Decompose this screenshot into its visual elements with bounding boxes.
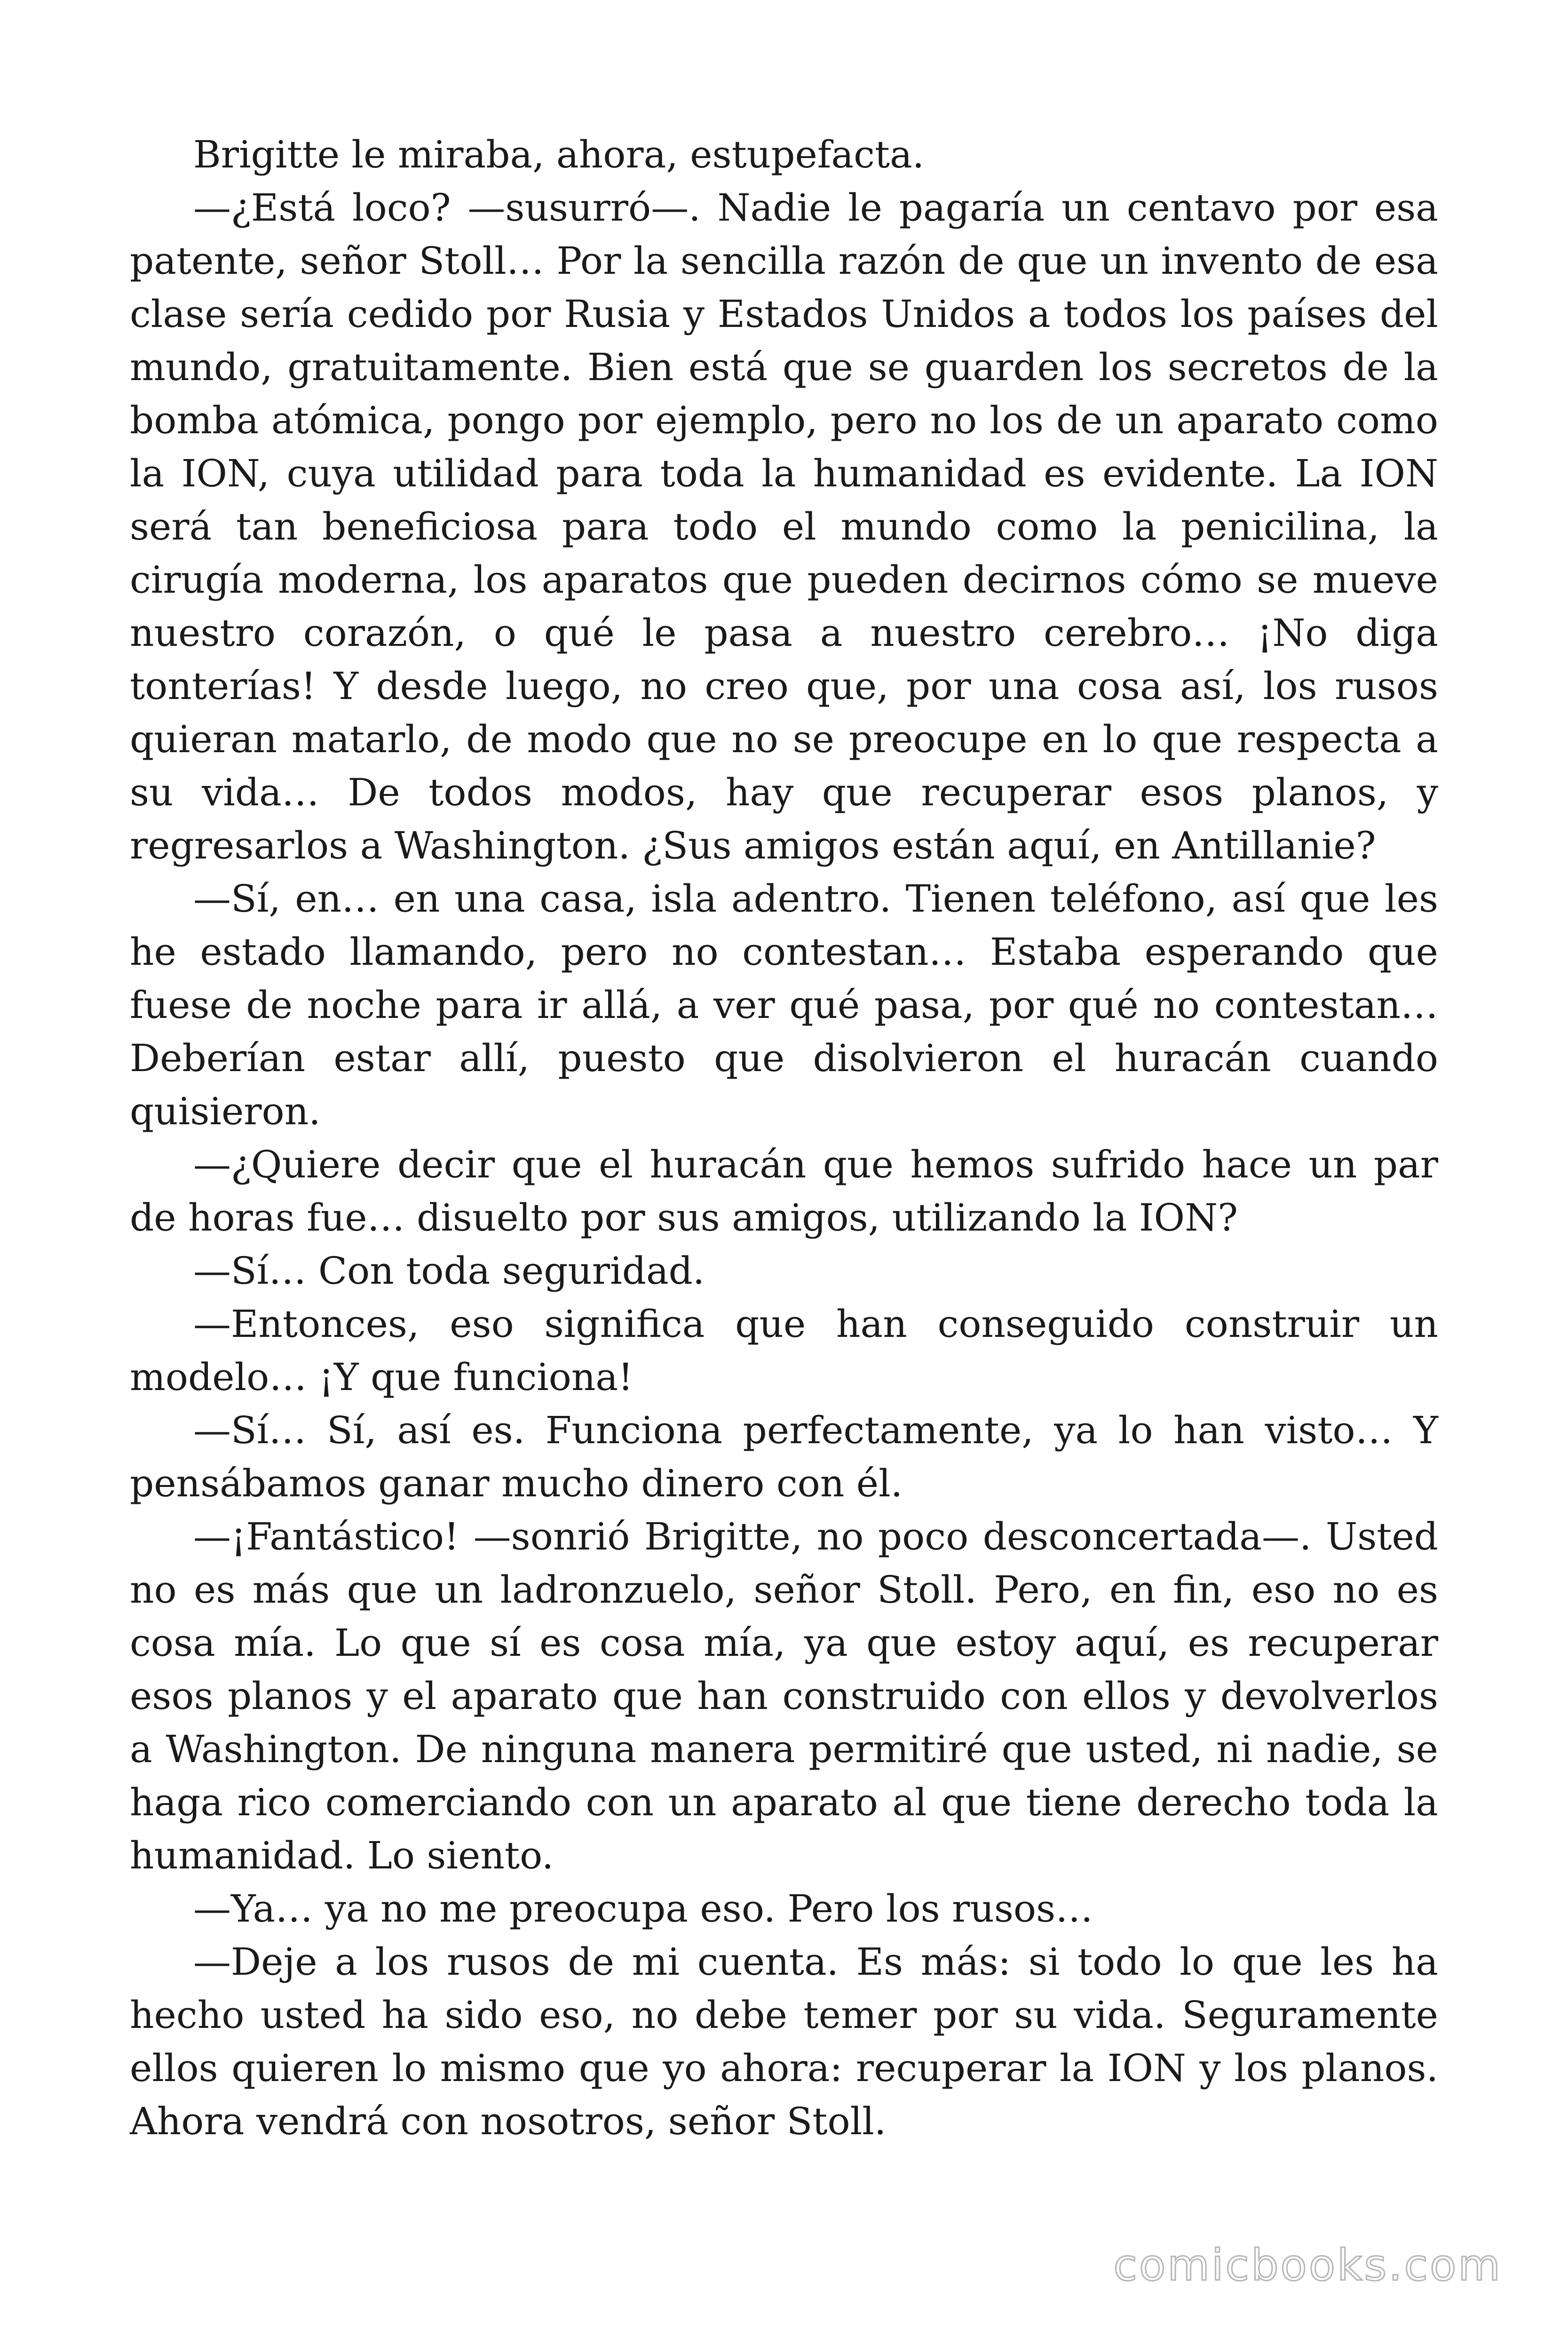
paragraph: Brigitte le miraba, ahora, estupefacta. bbox=[193, 133, 925, 176]
paragraph: —Ya… ya no me preocupa eso. Pero los rusos… bbox=[193, 1887, 1093, 1931]
paragraph: —Entonces, eso significa que han conseguido construir un modelo… ¡Y que funciona! bbox=[130, 1302, 1438, 1399]
paragraph: —Sí… Con toda seguridad. bbox=[193, 1249, 705, 1293]
paragraph: —Deje a los rusos de mi cuenta. Es más: si todo lo que les ha hecho usted ha sido eso, no debe temer por su vida. Seguramente ellos quieren lo mismo que yo ahora: recuperar la ION y los planos. Ahora vendrá con nosotros, señor Stoll. bbox=[130, 1940, 1438, 2143]
watermark: comicbooks.com bbox=[1113, 2240, 1502, 2290]
paragraph: —¿Está loco? —susurró—. Nadie le pagaría un centavo por esa patente, señor Stoll… Por la sencilla razón de que un invento de esa clase sería cedido por Rusia y Estados Unidos a todos los países del mundo, gratuitamente. Bien está que se guarden los secretos de la bomba atómica, pongo por ejemplo, pero no los de un aparato como la ION, cuya utilidad para toda la humanidad es evidente. La ION será tan beneficiosa para todo el mundo como la penicilina, la cirugía moderna, los aparatos que pueden decirnos cómo se mueve nuestro corazón, o qué le pasa a nuestro cerebro… ¡No diga tonterías! Y desde luego, no creo que, por una cosa así, los rusos quieran matarlo, de modo que no se preocupe en lo que respecta a su vida… De todos modos, hay que recuperar esos planos, y regresarlos a Washington. ¿Sus amigos están aquí, en Antillanie? bbox=[130, 186, 1438, 867]
body-text bbox=[130, 128, 1438, 2148]
paragraph: —¡Fantástico! —sonrió Brigitte, no poco desconcertada—. Usted no es más que un ladronzuelo, señor Stoll. Pero, en fin, eso no es cosa mía. Lo que sí es cosa mía, ya que estoy aquí, es recuperar esos planos y el aparato que han construido con ellos y devolverlos a Washington. De ninguna manera permitiré que usted, ni nadie, se haga rico comerciando con un aparato al que tiene derecho toda la humanidad. Lo siento. bbox=[130, 1515, 1438, 1877]
paragraph: —¿Quiere decir que el huracán que hemos sufrido hace un par de horas fue… disuelto por sus amigos, utilizando la ION? bbox=[130, 1143, 1438, 1240]
paragraph: —Sí, en… en una casa, isla adentro. Tienen teléfono, así que les he estado llamando, pero no contestan… Estaba esperando que fuese de noche para ir allá, a ver qué pasa, por qué no contestan… Deberían estar allí, puesto que disolvieron el huracán cuando quisieron. bbox=[130, 877, 1438, 1133]
paragraph: —Sí… Sí, así es. Funciona perfectamente, ya lo han visto… Y pensábamos ganar mucho dinero con él. bbox=[130, 1408, 1438, 1505]
